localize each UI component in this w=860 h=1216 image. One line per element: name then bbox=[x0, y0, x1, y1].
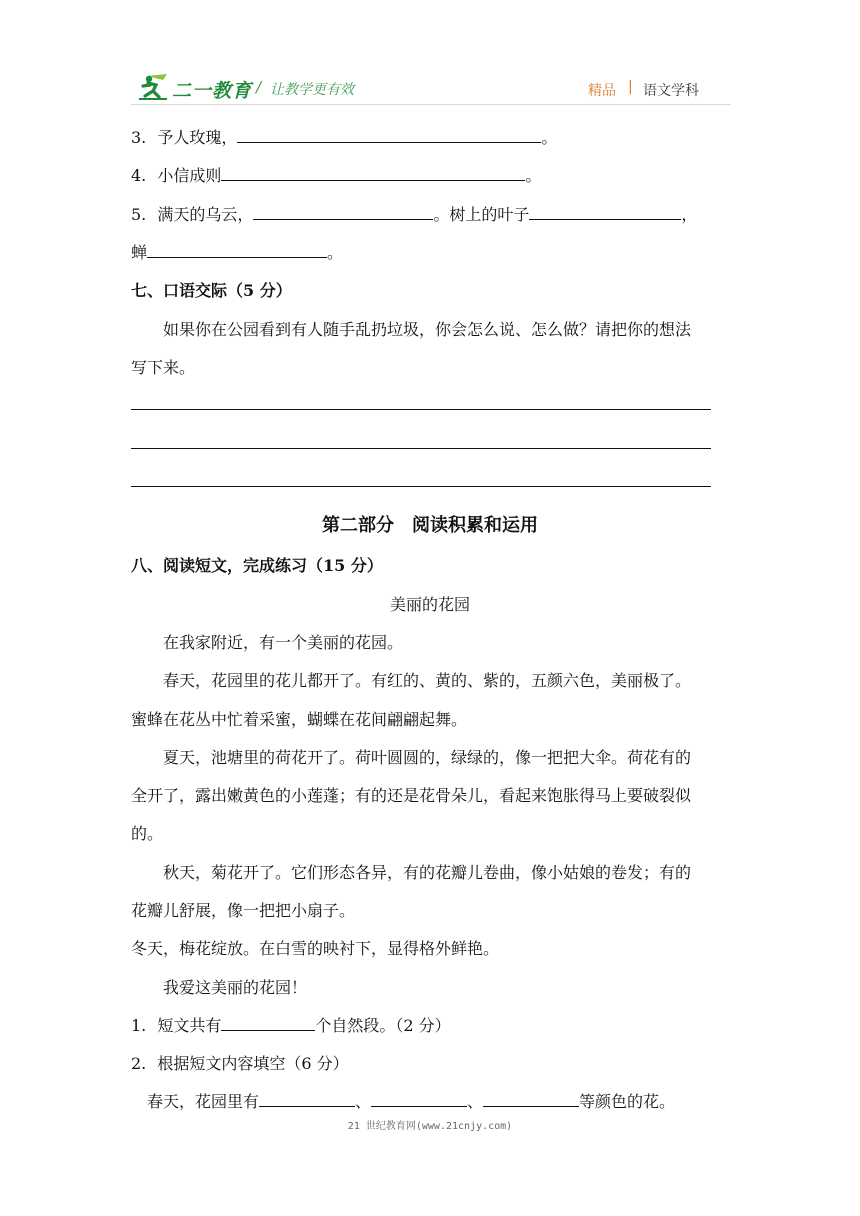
question-text: 春天，花园里有 bbox=[147, 1092, 260, 1111]
answer-blank[interactable] bbox=[221, 1016, 315, 1031]
page-footer: 21 世纪教育网(www.21cnjy.com) bbox=[347, 1121, 513, 1132]
item-number: 4. bbox=[131, 166, 147, 185]
passage-line: 全开了，露出嫩黄色的小莲蓬；有的还是花骨朵儿，看起来饱胀得马上要破裂似 bbox=[131, 786, 692, 805]
answer-blank[interactable] bbox=[253, 205, 433, 220]
question-text: 根据短文内容填空（6 分） bbox=[157, 1054, 349, 1073]
answer-line[interactable] bbox=[131, 448, 711, 449]
header-slogan: 让教学更有效 bbox=[270, 82, 354, 98]
blank-separator: 、 bbox=[355, 1092, 372, 1111]
item-end: 。 bbox=[327, 243, 344, 262]
item-end: 。 bbox=[525, 166, 542, 185]
answer-blank[interactable] bbox=[221, 166, 525, 181]
part-2-title: 第二部分 阅读积累和运用 bbox=[322, 515, 538, 536]
item-end: 。 bbox=[541, 128, 558, 147]
answer-blank[interactable] bbox=[147, 243, 327, 258]
passage-line: 春天，花园里的花儿都开了。有红的、黄的、紫的，五颜六色，美丽极了。 bbox=[163, 671, 692, 690]
question-2 bbox=[131, 1051, 349, 1074]
logo-text: 二一教育 bbox=[172, 80, 253, 102]
answer-blank[interactable] bbox=[259, 1092, 355, 1107]
page-header bbox=[0, 0, 860, 120]
answer-blank[interactable] bbox=[237, 128, 541, 143]
header-divider bbox=[131, 104, 731, 105]
question-1 bbox=[131, 1013, 451, 1036]
header-separator: / bbox=[256, 78, 262, 96]
fill-item-3 bbox=[131, 125, 557, 148]
fill-item-4 bbox=[131, 163, 541, 186]
question-text-end: 等颜色的花。 bbox=[579, 1092, 676, 1111]
answer-blank[interactable] bbox=[529, 205, 681, 220]
passage-line: 冬天，梅花绽放。在白雪的映衬下，显得格外鲜艳。 bbox=[131, 939, 500, 958]
passage-line: 我爱这美丽的花园！ bbox=[163, 978, 308, 997]
answer-line[interactable] bbox=[131, 486, 711, 487]
item-text: 予人玫瑰， bbox=[157, 128, 238, 147]
blank-separator: 、 bbox=[467, 1092, 484, 1111]
passage-line: 秋天，菊花开了。它们形态各异，有的花瓣儿卷曲，像小姑娘的卷发；有的 bbox=[163, 863, 692, 882]
passage-line: 花瓣儿舒展，像一把把小扇子。 bbox=[131, 901, 356, 920]
answer-blank[interactable] bbox=[371, 1092, 467, 1107]
section-7-prompt-line-1: 如果你在公园看到有人随手乱扔垃圾，你会怎么说、怎么做？请把你的想法 bbox=[163, 320, 692, 339]
section-7-prompt-line-2: 写下来。 bbox=[131, 358, 196, 377]
item-text: 满天的乌云， bbox=[157, 205, 254, 224]
question-text: 短文共有 bbox=[157, 1016, 222, 1035]
passage-title: 美丽的花园 bbox=[389, 595, 470, 614]
section-8-title: 八、阅读短文，完成练习（15 分） bbox=[131, 556, 383, 575]
running-figure-logo-icon bbox=[137, 72, 171, 102]
item-text-mid: 。树上的叶子 bbox=[433, 205, 530, 224]
question-number: 1. bbox=[131, 1016, 147, 1035]
passage-line: 夏天，池塘里的荷花开了。荷叶圆圆的，绿绿的，像一把把大伞。荷花有的 bbox=[163, 748, 692, 767]
item-text: 小信成则 bbox=[157, 166, 222, 185]
item-number: 3. bbox=[131, 128, 147, 147]
question-text-end: 个自然段。（2 分） bbox=[315, 1016, 451, 1035]
question-2-fill-line bbox=[147, 1089, 675, 1112]
answer-blank[interactable] bbox=[483, 1092, 579, 1107]
item-end: ， bbox=[681, 205, 698, 224]
passage-line: 在我家附近，有一个美丽的花园。 bbox=[163, 633, 404, 652]
section-7-title: 七、口语交际（5 分） bbox=[131, 281, 292, 300]
question-number: 2. bbox=[131, 1054, 147, 1073]
passage-line: 的。 bbox=[131, 824, 164, 843]
passage-line: 蜜蜂在花丛中忙着采蜜，蝴蝶在花间翩翩起舞。 bbox=[131, 710, 468, 729]
header-tag-quality: 精品 bbox=[588, 83, 616, 99]
header-tag-subject: 语文学科 bbox=[643, 83, 699, 99]
item-number: 5. bbox=[131, 205, 147, 224]
fill-item-5 bbox=[131, 202, 697, 225]
fill-item-5-continued bbox=[131, 240, 343, 263]
header-tag-separator: | bbox=[628, 79, 633, 95]
item-text: 蝉 bbox=[131, 243, 148, 262]
answer-line[interactable] bbox=[131, 409, 711, 410]
